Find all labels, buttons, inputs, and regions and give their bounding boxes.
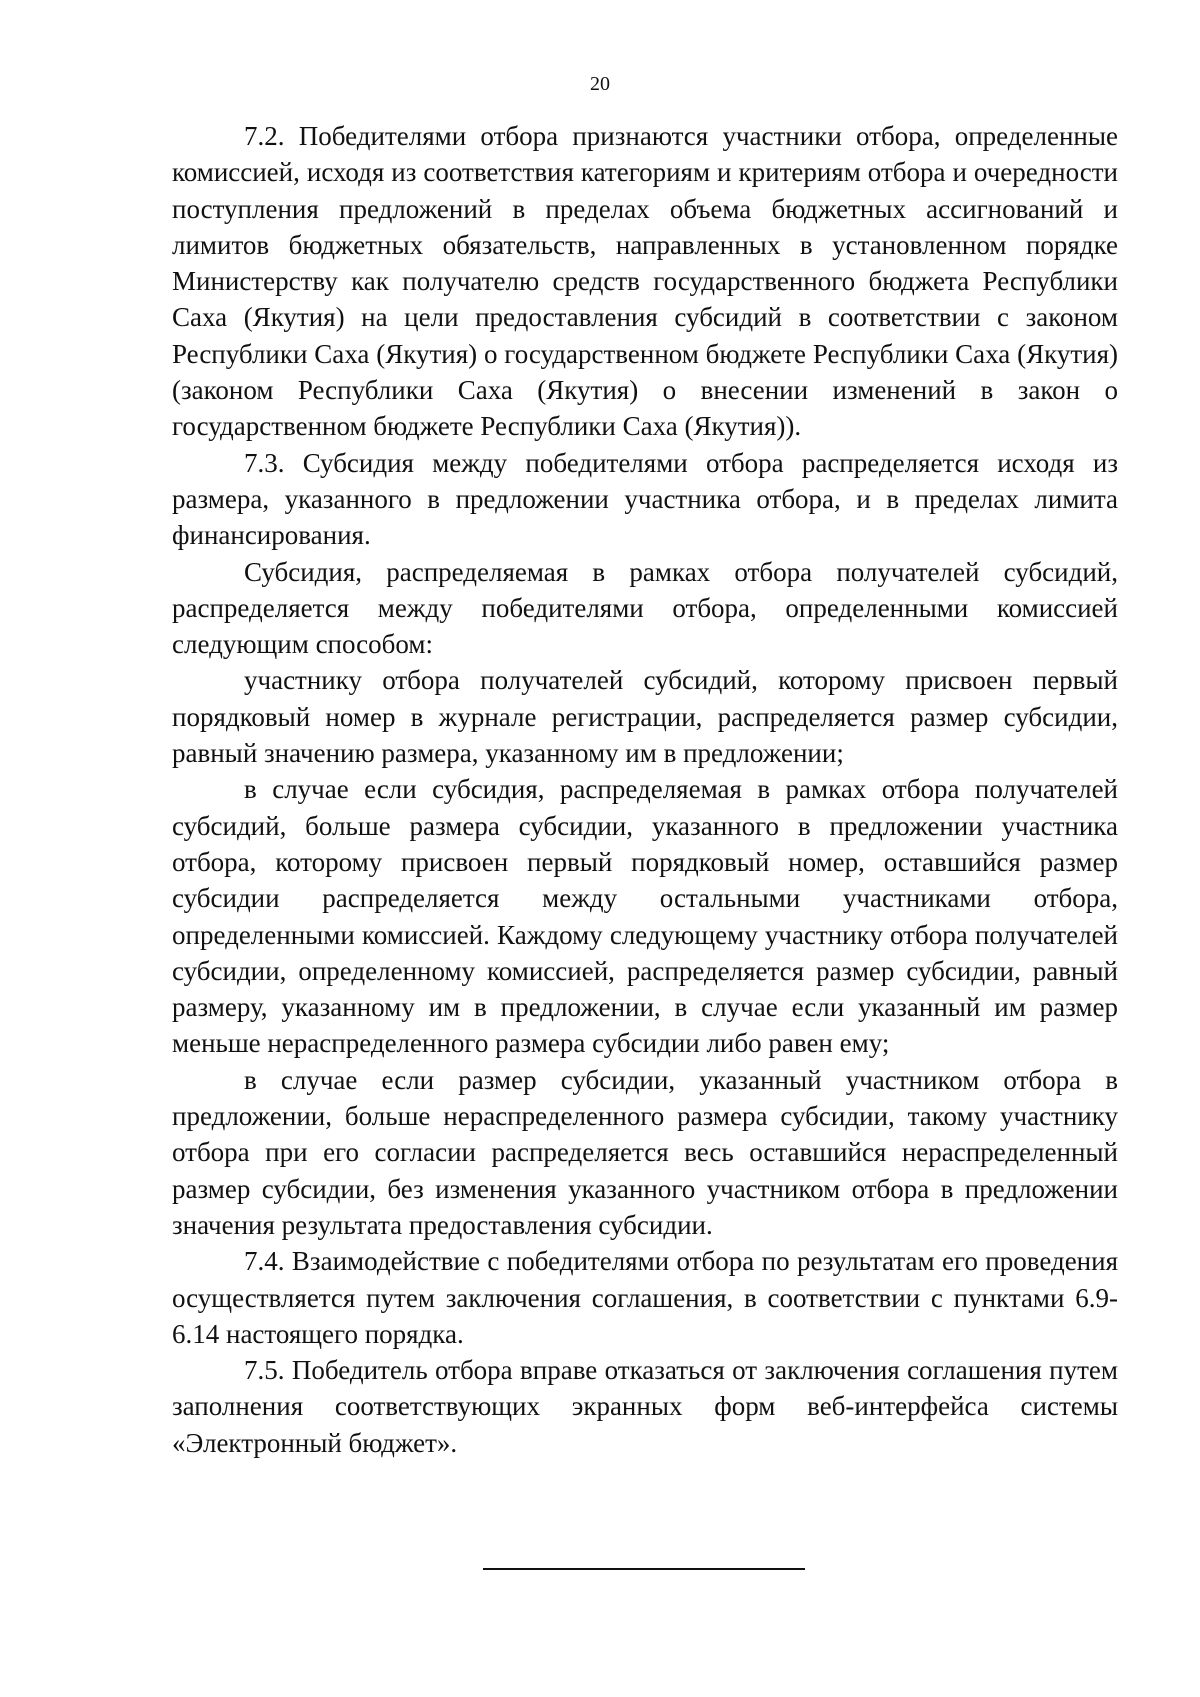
paragraph-7-2: 7.2. Победителями отбора признаются участники отбора, определенные комиссией, исходя из соответствия категориям и критериям отбора и очередности поступления предложений в пределах объема бюджетных ассигнований и лимитов бюджетных обязательств, направленных в установленном порядке Министерству как получателю средств государственного бюджета Республики Саха (Якутия) на цели предоставления субсидий в соответствии с законом Республики Саха (Якутия) о государственном бюджете Республики Саха (Якутия) (законом Республики Саха (Якутия) о внесении изменений в закон о государственном бюджете Республики Саха (Якутия)). — [172, 121, 1118, 442]
paragraph-7-4: 7.4. Взаимодействие с победителями отбора по результатам его проведения осуществляется путем заключения соглашения, в соответствии с пунктами 6.9-6.14 настоящего порядка. — [172, 1246, 1118, 1349]
document-body — [172, 118, 1118, 1461]
paragraph-7-3: 7.3. Субсидия между победителями отбора распределяется исходя из размера, указанного в предложении участника отбора, и в пределах лимита финансирования. — [172, 447, 1118, 551]
paragraph-remaining-distribution: в случае если субсидия, распределяемая в рамках отбора получателей субсидий, больше размера субсидии, указанного в предложении участника отбора, которому присвоен первый порядковый номер, оставшийся размер субсидии распределяется между остальными участниками отбора, определенными комиссией. Каждому следующему участнику отбора получателей субсидии, определенному комиссией, распределяется размер субсидии, равный размеру, указанному им в предложении, в случае если указанный им размер меньше нераспределенного размера субсидии либо равен ему; — [172, 774, 1118, 1059]
paragraph-remaining-balance: в случае если размер субсидии, указанный участником отбора в предложении, больше нераспределенного размера субсидии, такому участнику отбора при его согласии распределяется весь оставшийся нераспределенный размер субсидии, без изменения указанного участником отбора в предложении значения результата предоставления субсидии. — [172, 1064, 1118, 1240]
end-of-document-rule — [483, 1568, 805, 1570]
paragraph-7-5: 7.5. Победитель отбора вправе отказаться от заключения соглашения путем заполнения соответствующих экранных форм веб-интерфейса системы «Электронный бюджет». — [172, 1355, 1118, 1458]
page-number: 20 — [590, 73, 610, 95]
paragraph-first-participant: участнику отбора получателей субсидий, которому присвоен первый порядковый номер в журнале регистрации, распределяется размер субсидии, равный значению размера, указанному им в предложении; — [172, 665, 1118, 769]
paragraph-distribution-method: Субсидия, распределяемая в рамках отбора получателей субсидий, распределяется между победителями отбора, определенными комиссией следующим способом: — [172, 556, 1118, 660]
